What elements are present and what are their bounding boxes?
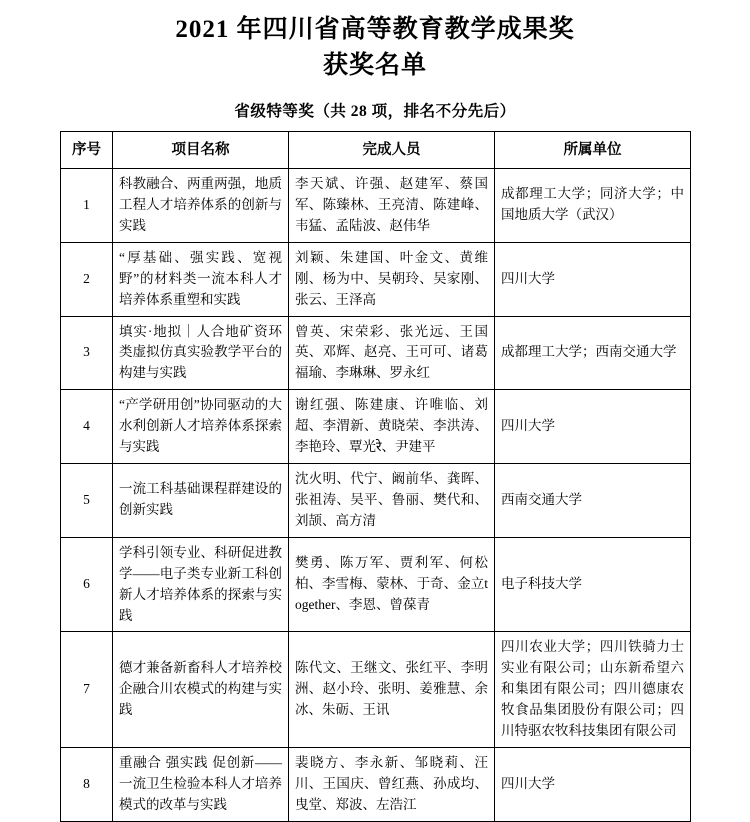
cell-no: 4 — [61, 390, 113, 464]
cell-no: 6 — [61, 537, 113, 632]
cell-no: 1 — [61, 168, 113, 242]
cell-members: 李天斌、许强、赵建军、蔡国军、陈臻林、王亮清、陈建峰、韦猛、孟陆波、赵伟华 — [289, 168, 495, 242]
column-header-no: 序号 — [61, 131, 113, 168]
document-page — [0, 12, 750, 812]
table-row — [61, 464, 691, 538]
table-row — [61, 748, 691, 822]
cell-no: 5 — [61, 464, 113, 538]
cell-institution: 四川大学 — [495, 748, 691, 822]
cell-project-name: “产学研用创”协同驱动的大水利创新人才培养体系探索与实践 — [113, 390, 289, 464]
table-row — [61, 537, 691, 632]
page-title-line2: 获奖名单 — [322, 52, 427, 80]
page-title-line1: 2021 年四川省高等教育教学成果奖 — [175, 16, 575, 43]
cell-institution: 成都理工大学；西南交通大学 — [495, 316, 691, 390]
cell-members: 裴晓方、李永新、邹晓莉、汪川、王国庆、曾红燕、孙成均、曳堂、郑波、左浩江 — [289, 748, 495, 822]
cell-members: 陈代文、王继文、张红平、李明洲、赵小玲、张明、姜雅慧、余冰、朱砺、王讯 — [289, 632, 495, 748]
column-header-members: 完成人员 — [289, 131, 495, 168]
column-header-project-name: 项目名称 — [113, 131, 289, 168]
cell-project-name: 德才兼备新畜科人才培养校企融合川农模式的构建与实践 — [113, 632, 289, 748]
cell-members: 曾英、宋荣彩、张光远、王国英、邓辉、赵亮、王可可、诸葛福瑜、李琳琳、罗永红 — [289, 316, 495, 390]
cell-institution: 四川大学 — [495, 390, 691, 464]
cell-project-name: 填实·地拟｜人合地矿资环类虚拟仿真实验教学平台的构建与实践 — [113, 316, 289, 390]
award-table — [60, 131, 691, 822]
cell-members: 谢红强、陈建康、许唯临、刘超、李渭新、黄晓荣、李洪涛、李艳玲、覃光रे、尹建平 — [289, 390, 495, 464]
table-row — [61, 316, 691, 390]
cell-no: 2 — [61, 242, 113, 316]
cell-members: 刘颖、朱建国、叶金文、黄维刚、杨为中、吴朝玲、吴家刚、张云、王泽高 — [289, 242, 495, 316]
cell-project-name: 学科引领专业、科研促进教学——电子类专业新工科创新人才培养体系的探索与实践 — [113, 537, 289, 632]
column-header-institution: 所属单位 — [495, 131, 691, 168]
table-row — [61, 390, 691, 464]
cell-institution: 四川农业大学；四川铁骑力士实业有限公司；山东新希望六和集团有限公司；四川德康农牧食品集团股份有限公司；四川特驱农牧科技集团有限公司 — [495, 632, 691, 748]
cell-members: 樊勇、陈万军、贾利军、何松柏、李雪梅、蒙林、于奇、金立together、李恩、曾葆青 — [289, 537, 495, 632]
cell-project-name: 科教融合、两重两强，地质工程人才培养体系的创新与实践 — [113, 168, 289, 242]
section-subtitle: 省级特等奖（共 28 项，排名不分先后） — [234, 102, 516, 120]
cell-institution: 电子科技大学 — [495, 537, 691, 632]
table-header-row — [61, 131, 691, 168]
cell-project-name: 重融合 强实践 促创新——一流卫生检验本科人才培养模式的改革与实践 — [113, 748, 289, 822]
cell-institution: 四川大学 — [495, 242, 691, 316]
table-row — [61, 168, 691, 242]
cell-institution: 西南交通大学 — [495, 464, 691, 538]
cell-project-name: “厚基础、强实践、宽视野”的材料类一流本科人才培养体系重塑和实践 — [113, 242, 289, 316]
page-title — [60, 12, 690, 85]
cell-institution: 成都理工大学；同济大学；中国地质大学（武汉） — [495, 168, 691, 242]
cell-no: 7 — [61, 632, 113, 748]
cell-no: 8 — [61, 748, 113, 822]
cell-project-name: 一流工科基础课程群建设的创新实践 — [113, 464, 289, 538]
table-row — [61, 242, 691, 316]
cell-no: 3 — [61, 316, 113, 390]
cell-members: 沈火明、代宁、阚前华、龚晖、张祖涛、吴平、鲁丽、樊代和、刘颉、高方清 — [289, 464, 495, 538]
table-row — [61, 632, 691, 748]
